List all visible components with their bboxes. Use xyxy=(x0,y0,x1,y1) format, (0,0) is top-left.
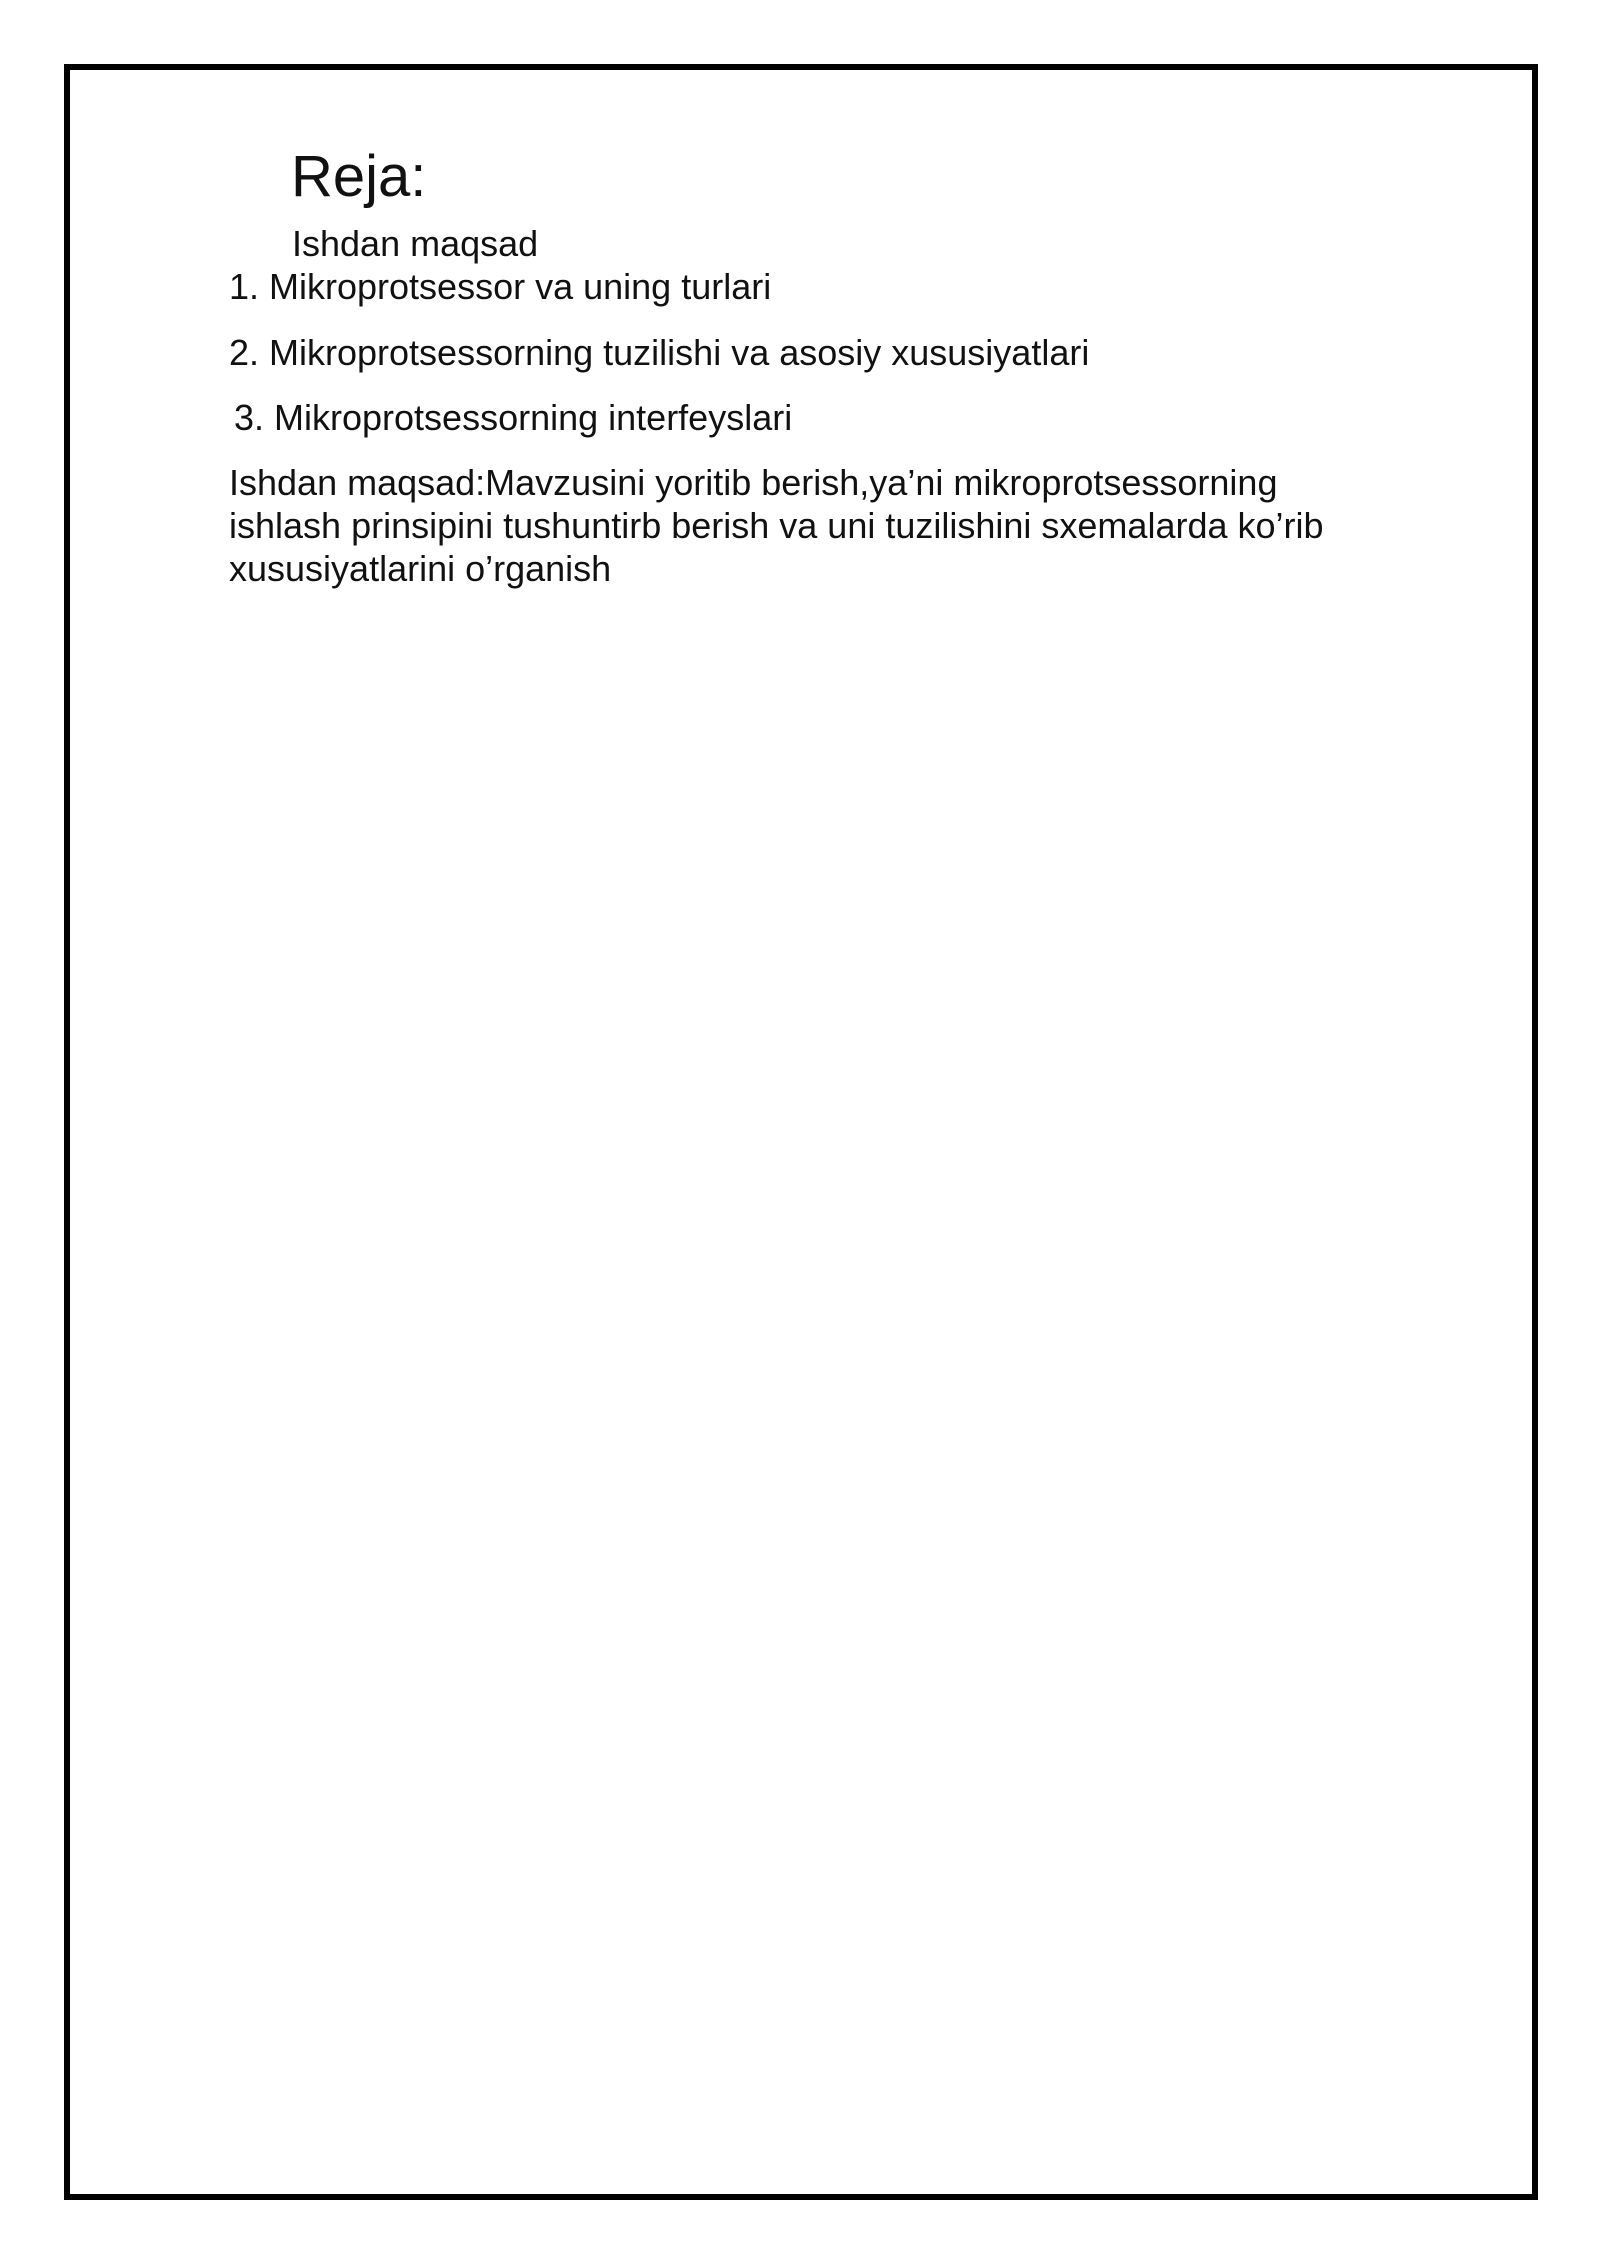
plan-item-1: 1. Mikroprotsessor va uning turlari xyxy=(229,266,772,307)
plan-item-2: 2. Mikroprotsessorning tuzilishi va asosiy xususiyatlari xyxy=(229,332,1090,373)
page-border xyxy=(64,64,1538,2200)
purpose-line-1: Ishdan maqsad:Mavzusini yoritib berish,ya’ni mikroprotsessorning xyxy=(229,462,1278,503)
purpose-line-2: ishlash prinsipini tushuntirb berish va uni tuzilishini sxemalarda ko’rib xyxy=(229,505,1324,546)
purpose-line-3: xususiyatlarini o’rganish xyxy=(229,548,612,589)
plan-item-3: 3. Mikroprotsessorning interfeyslari xyxy=(234,397,793,438)
purpose-paragraph xyxy=(229,461,1429,590)
plan-subtitle: Ishdan maqsad xyxy=(292,223,539,264)
page-title: Reja: xyxy=(291,144,427,209)
